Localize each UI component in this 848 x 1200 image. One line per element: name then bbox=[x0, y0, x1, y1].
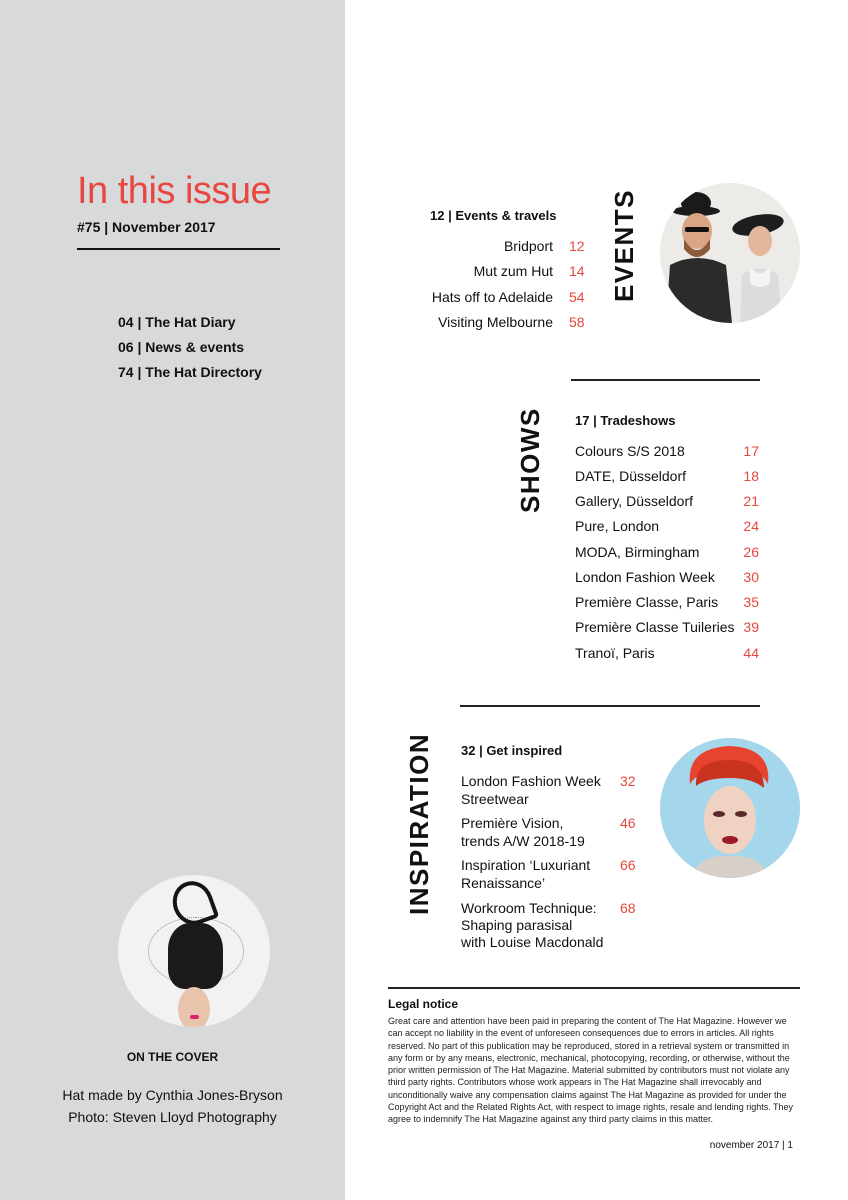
title-divider bbox=[77, 248, 280, 250]
legal-title: Legal notice bbox=[388, 997, 459, 1011]
issue-number: #75 | November 2017 bbox=[77, 219, 216, 235]
shows-item-page: 35 bbox=[743, 594, 759, 610]
events-photo bbox=[660, 183, 800, 323]
inspiration-item-page: 46 bbox=[620, 815, 636, 831]
inspiration-item-page: 68 bbox=[620, 900, 636, 916]
events-heading: 12 | Events & travels bbox=[430, 208, 557, 223]
inspiration-item-line[interactable]: Renaissance’ bbox=[461, 875, 546, 891]
shows-item-title[interactable]: London Fashion Week bbox=[575, 569, 715, 585]
events-item-title[interactable]: Mut zum Hut bbox=[473, 263, 553, 279]
cover-photo-credit: Photo: Steven Lloyd Photography bbox=[68, 1109, 277, 1125]
events-photo-illustration bbox=[660, 183, 800, 323]
shows-item-title[interactable]: Première Classe Tuileries bbox=[575, 619, 735, 635]
sidebar-contents bbox=[118, 310, 262, 385]
inspiration-item-line[interactable]: trends A/W 2018-19 bbox=[461, 833, 585, 849]
shows-item-title[interactable]: MODA, Birmingham bbox=[575, 544, 700, 560]
inspiration-heading: 32 | Get inspired bbox=[461, 743, 563, 758]
shows-heading: 17 | Tradeshows bbox=[575, 413, 676, 428]
events-item-page: 14 bbox=[569, 263, 585, 279]
events-divider bbox=[571, 379, 760, 381]
shows-section-title: SHOWS bbox=[515, 407, 545, 513]
shows-divider bbox=[460, 705, 760, 707]
events-item-title[interactable]: Visiting Melbourne bbox=[438, 314, 553, 330]
shows-item-page: 26 bbox=[743, 544, 759, 560]
events-item-title[interactable]: Hats off to Adelaide bbox=[431, 289, 553, 305]
page-title: In this issue bbox=[77, 170, 272, 212]
shows-item-page: 21 bbox=[743, 493, 759, 509]
cover-model-face bbox=[178, 987, 210, 1027]
inspiration-item-line[interactable]: Inspiration ‘Luxuriant bbox=[461, 857, 591, 873]
inspiration-item-line[interactable]: Première Vision, bbox=[461, 815, 564, 831]
legal-divider bbox=[388, 987, 800, 989]
shows-item-page: 17 bbox=[743, 443, 759, 459]
shows-item-title[interactable]: DATE, Düsseldorf bbox=[575, 468, 686, 484]
page-folio: november 2017 | 1 bbox=[709, 1140, 793, 1151]
shows-item-title[interactable]: Première Classe, Paris bbox=[575, 594, 719, 610]
sidebar-item-hat-diary[interactable]: 04 | The Hat Diary bbox=[118, 314, 236, 330]
inspiration-item-line[interactable]: Workroom Technique: bbox=[461, 900, 597, 916]
sidebar-item-news-events[interactable]: 06 | News & events bbox=[118, 339, 245, 355]
cover-hat bbox=[168, 923, 223, 989]
events-item-page: 58 bbox=[569, 314, 585, 330]
inspiration-section-title: INSPIRATION bbox=[404, 732, 434, 915]
shows-item-title[interactable]: Colours S/S 2018 bbox=[575, 443, 685, 459]
inspiration-item-line[interactable]: London Fashion Week bbox=[461, 773, 601, 789]
inspiration-item-page: 32 bbox=[620, 773, 636, 789]
cover-label: ON THE COVER bbox=[126, 1050, 219, 1064]
inspiration-item-page: 66 bbox=[620, 857, 636, 873]
cover-credits bbox=[0, 1084, 345, 1128]
events-item-page: 54 bbox=[569, 289, 585, 305]
inspiration-photo-illustration bbox=[660, 738, 800, 878]
shows-item-page: 44 bbox=[743, 645, 759, 661]
events-item-page: 12 bbox=[569, 238, 585, 254]
sidebar-item-hat-directory[interactable]: 74 | The Hat Directory bbox=[118, 364, 262, 380]
shows-item-page: 24 bbox=[743, 518, 759, 534]
shows-item-title[interactable]: Gallery, Düsseldorf bbox=[575, 493, 694, 509]
cover-photo bbox=[118, 875, 270, 1027]
events-section-title: EVENTS bbox=[609, 188, 639, 302]
events-item-title[interactable]: Bridport bbox=[503, 238, 553, 254]
shows-item-page: 18 bbox=[743, 468, 759, 484]
inspiration-item-line[interactable]: Shaping parasisal bbox=[461, 917, 573, 933]
inspiration-photo bbox=[660, 738, 800, 878]
cover-hat-credit: Hat made by Cynthia Jones-Bryson bbox=[62, 1087, 283, 1103]
legal-text: Great care and attention have been paid in preparing the content of The Hat Magazine. However we can accept no liability in the event of unforeseen consequences due to errors in articles. All rights reserved. No part of this publication may be reproduced, stored in a retrieval system or transmitted in any form or by any means, electronic, mechanical, photocopying, recording, or otherwise, without the prior written permission of The Hat Magazine. Material submitted by contributors must not violate any third party rights. Contributors whose work appears in The Hat Magazine shall irrevocably and unconditionally waive any compensation claims against The Hat Magazine as provided for under the Copyright Act and the Related Rights Act, with respect to image rights, resale and lending rights. They agree to indemnify The Hat Magazine against any third party claims in this matter. bbox=[388, 1016, 794, 1125]
shows-item-title[interactable]: Pure, London bbox=[575, 518, 660, 534]
inspiration-item-line[interactable]: Streetwear bbox=[461, 791, 529, 807]
shows-item-title[interactable]: Tranoï, Paris bbox=[575, 645, 655, 661]
cover-model-lips bbox=[190, 1015, 199, 1019]
shows-item-page: 30 bbox=[743, 569, 759, 585]
shows-item-page: 39 bbox=[743, 619, 759, 635]
inspiration-item-line[interactable]: with Louise Macdonald bbox=[461, 934, 604, 950]
